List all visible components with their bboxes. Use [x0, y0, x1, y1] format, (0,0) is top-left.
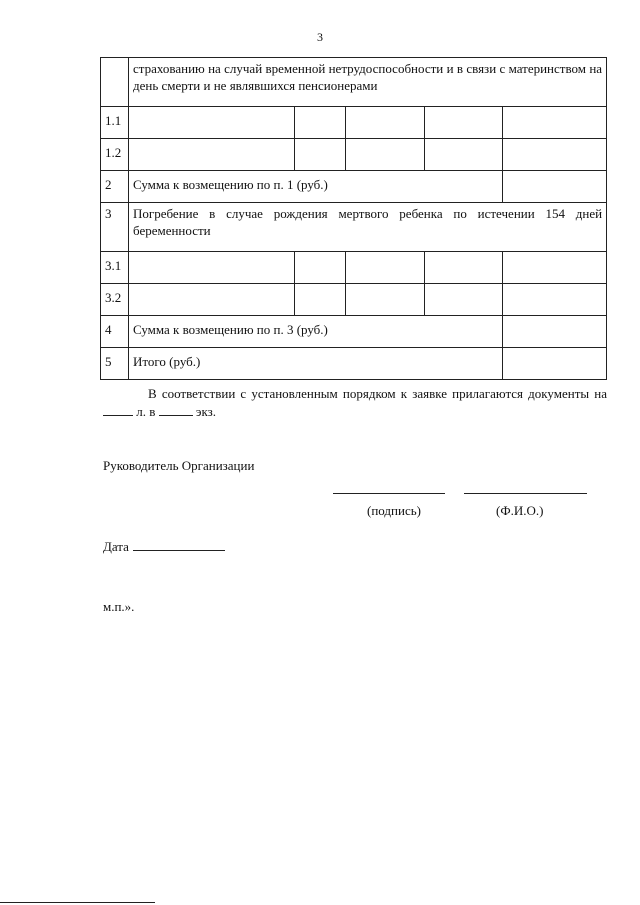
table-cell — [425, 107, 503, 139]
row-text: страхованию на случай временной нетрудоспособности и в связи с материнством на день смерти и не являвшихся пенсионерами — [129, 58, 607, 107]
row-number: 2 — [101, 171, 129, 203]
row-number: 4 — [101, 316, 129, 348]
signature-caption: (подпись) — [367, 503, 421, 518]
date-field[interactable] — [133, 538, 225, 551]
table-cell — [295, 139, 346, 171]
attachment-text-mid: л. в — [136, 404, 156, 419]
attachment-text: В соответствии с установленным порядком к заявке прилагаются документы на — [148, 386, 607, 401]
head-of-organization-label: Руководитель Организации — [103, 458, 255, 473]
row-number: 3.2 — [101, 284, 129, 316]
row-text: Сумма к возмещению по п. 3 (руб.) — [129, 316, 503, 348]
row-number: 3 — [101, 203, 129, 252]
table-row — [101, 252, 607, 284]
total-cell — [503, 348, 607, 380]
full-name-field[interactable] — [464, 493, 587, 494]
table-cell — [425, 252, 503, 284]
sum-cell — [503, 171, 607, 203]
full-name-caption: (Ф.И.О.) — [496, 503, 544, 518]
row-number: 1.1 — [101, 107, 129, 139]
seal-placeholder: м.п.». — [103, 599, 135, 614]
table-row — [101, 316, 607, 348]
table-cell — [129, 284, 295, 316]
table-row — [101, 348, 607, 380]
table-cell — [129, 107, 295, 139]
sum-cell — [503, 316, 607, 348]
table-cell — [346, 284, 425, 316]
table-cell — [346, 252, 425, 284]
row-text: Итого (руб.) — [129, 348, 503, 380]
row-text: Погребение в случае рождения мертвого ребенка по истечении 154 дней беременности — [129, 203, 607, 252]
table-cell — [295, 107, 346, 139]
row-number: 3.1 — [101, 252, 129, 284]
table-cell — [346, 139, 425, 171]
page-number: 3 — [317, 30, 323, 44]
footnote-divider — [0, 902, 155, 903]
attachment-text-end: экз. — [195, 404, 216, 419]
table-cell — [503, 139, 607, 171]
table-row — [101, 139, 607, 171]
table-row — [101, 203, 607, 252]
table-cell — [295, 284, 346, 316]
table-cell — [425, 139, 503, 171]
row-number: 1.2 — [101, 139, 129, 171]
table-cell — [503, 252, 607, 284]
table-cell — [129, 252, 295, 284]
table-cell — [503, 107, 607, 139]
table-row — [101, 107, 607, 139]
date-label: Дата — [103, 539, 129, 554]
table-row — [101, 171, 607, 203]
date-block — [103, 538, 225, 555]
table-cell — [295, 252, 346, 284]
attachment-paragraph — [103, 385, 607, 421]
signature-field[interactable] — [333, 493, 445, 494]
compensation-table — [100, 57, 607, 380]
table-row — [101, 58, 607, 107]
table-cell — [503, 284, 607, 316]
sheets-count-field[interactable] — [103, 403, 133, 416]
table-cell — [129, 139, 295, 171]
table-cell — [346, 107, 425, 139]
row-number — [101, 58, 129, 107]
table-cell — [425, 284, 503, 316]
row-number: 5 — [101, 348, 129, 380]
row-text: Сумма к возмещению по п. 1 (руб.) — [129, 171, 503, 203]
table-row — [101, 284, 607, 316]
copies-count-field[interactable] — [159, 403, 193, 416]
